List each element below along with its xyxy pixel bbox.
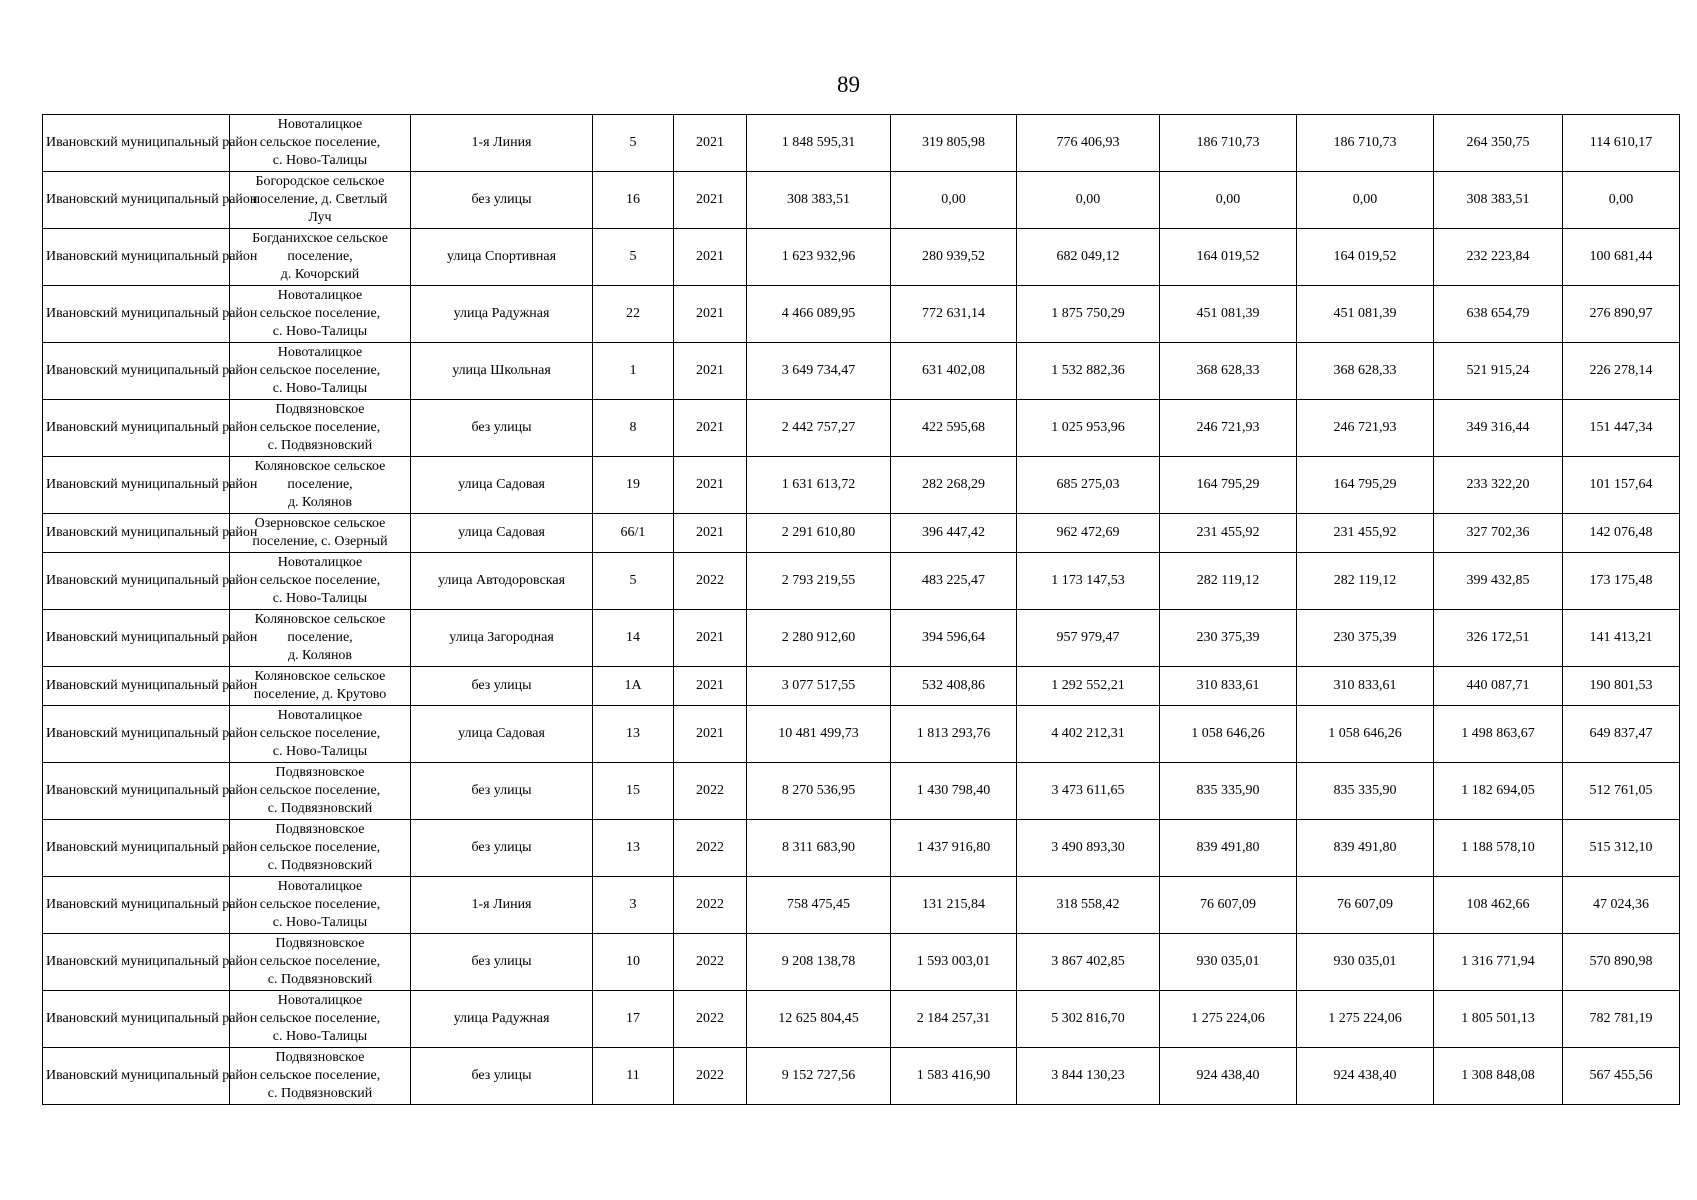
settlement-line: поселение, д. Светлый	[252, 192, 388, 207]
settlement-line: Новоталицкое	[277, 879, 363, 894]
settlement-line: Подвязновское	[275, 402, 365, 417]
year-cell: 2021	[674, 667, 747, 706]
amount-cell-7: 512 761,05	[1563, 763, 1680, 820]
amount-cell-6: 232 223,84	[1434, 229, 1563, 286]
amount-cell-4: 368 628,33	[1160, 343, 1297, 400]
amount-cell-1: 9 152 727,56	[747, 1048, 891, 1105]
amount-cell-1: 4 466 089,95	[747, 286, 891, 343]
amount-cell-2: 1 583 416,90	[891, 1048, 1017, 1105]
house-number-cell: 22	[593, 286, 674, 343]
settlement-line: Новоталицкое	[277, 993, 363, 1008]
settlement-line: д. Колянов	[287, 495, 353, 510]
page-number: 89	[837, 72, 860, 97]
year-cell: 2021	[674, 172, 747, 229]
amount-cell-2: 131 215,84	[891, 877, 1017, 934]
street-cell: улица Спортивная	[411, 229, 593, 286]
settlement-line: Богородское сельское	[255, 174, 385, 189]
street-cell: 1-я Линия	[411, 877, 593, 934]
settlement-line: сельское поселение,	[259, 573, 381, 588]
year-cell: 2021	[674, 610, 747, 667]
settlement-line: сельское поселение,	[259, 1011, 381, 1026]
amount-cell-6: 349 316,44	[1434, 400, 1563, 457]
amount-cell-6: 327 702,36	[1434, 514, 1563, 553]
amount-cell-7: 515 312,10	[1563, 820, 1680, 877]
amount-cell-5: 368 628,33	[1297, 343, 1434, 400]
amount-cell-2: 2 184 257,31	[891, 991, 1017, 1048]
district-cell: Ивановский муниципальный район	[43, 1048, 230, 1105]
district-cell: Ивановский муниципальный район	[43, 610, 230, 667]
amount-cell-7: 100 681,44	[1563, 229, 1680, 286]
amount-cell-5: 164 795,29	[1297, 457, 1434, 514]
table-row	[43, 1048, 1680, 1105]
amount-cell-5: 282 119,12	[1297, 553, 1434, 610]
amount-cell-7: 47 024,36	[1563, 877, 1680, 934]
settlement-line: сельское поселение,	[259, 420, 381, 435]
amount-cell-5: 0,00	[1297, 172, 1434, 229]
amount-cell-5: 930 035,01	[1297, 934, 1434, 991]
street-cell: улица Садовая	[411, 706, 593, 763]
amount-cell-4: 310 833,61	[1160, 667, 1297, 706]
settlement-line: Озерновское сельское	[254, 516, 386, 531]
settlement-line: с. Ново-Талицы	[272, 324, 368, 339]
settlement-line: сельское поселение,	[259, 840, 381, 855]
settlement-line: Новоталицкое	[277, 288, 363, 303]
settlement-line: с. Ново-Талицы	[272, 381, 368, 396]
year-cell: 2022	[674, 934, 747, 991]
amount-cell-2: 422 595,68	[891, 400, 1017, 457]
year-cell: 2021	[674, 286, 747, 343]
settlement-line: с. Ново-Талицы	[272, 915, 368, 930]
amount-cell-1: 3 649 734,47	[747, 343, 891, 400]
amount-cell-6: 440 087,71	[1434, 667, 1563, 706]
settlement-line: сельское поселение,	[259, 783, 381, 798]
house-number-cell: 16	[593, 172, 674, 229]
amount-cell-5: 1 058 646,26	[1297, 706, 1434, 763]
settlement-line: сельское поселение,	[259, 135, 381, 150]
house-number-cell: 19	[593, 457, 674, 514]
house-number-cell: 1А	[593, 667, 674, 706]
house-number-cell: 13	[593, 820, 674, 877]
settlement-line: с. Подвязновский	[267, 972, 373, 987]
table-row	[43, 934, 1680, 991]
amount-cell-5: 1 275 224,06	[1297, 991, 1434, 1048]
amount-cell-6: 1 498 863,67	[1434, 706, 1563, 763]
amount-cell-2: 1 813 293,76	[891, 706, 1017, 763]
settlement-line: сельское поселение,	[259, 363, 381, 378]
street-cell: без улицы	[411, 820, 593, 877]
amount-cell-6: 1 316 771,94	[1434, 934, 1563, 991]
street-cell: без улицы	[411, 400, 593, 457]
district-cell: Ивановский муниципальный район	[43, 286, 230, 343]
amount-cell-3: 3 473 611,65	[1017, 763, 1160, 820]
amount-cell-7: 190 801,53	[1563, 667, 1680, 706]
table-row	[43, 229, 1680, 286]
house-number-cell: 17	[593, 991, 674, 1048]
amount-cell-7: 0,00	[1563, 172, 1680, 229]
settlement-line: сельское поселение,	[259, 954, 381, 969]
amount-cell-6: 326 172,51	[1434, 610, 1563, 667]
amount-cell-1: 2 291 610,80	[747, 514, 891, 553]
amount-cell-3: 1 173 147,53	[1017, 553, 1160, 610]
amount-cell-4: 924 438,40	[1160, 1048, 1297, 1105]
amount-cell-6: 108 462,66	[1434, 877, 1563, 934]
amount-cell-5: 835 335,90	[1297, 763, 1434, 820]
amount-cell-3: 5 302 816,70	[1017, 991, 1160, 1048]
amount-cell-3: 1 025 953,96	[1017, 400, 1160, 457]
year-cell: 2022	[674, 820, 747, 877]
amount-cell-5: 230 375,39	[1297, 610, 1434, 667]
settlement-line: с. Подвязновский	[267, 801, 373, 816]
amount-cell-3: 1 532 882,36	[1017, 343, 1160, 400]
settlement-line: с. Ново-Талицы	[272, 744, 368, 759]
amount-cell-6: 1 182 694,05	[1434, 763, 1563, 820]
amount-cell-3: 318 558,42	[1017, 877, 1160, 934]
amount-cell-6: 638 654,79	[1434, 286, 1563, 343]
street-cell: без улицы	[411, 934, 593, 991]
amount-cell-1: 308 383,51	[747, 172, 891, 229]
house-number-cell: 66/1	[593, 514, 674, 553]
street-cell: улица Садовая	[411, 457, 593, 514]
housing-register-table	[42, 114, 1680, 1105]
amount-cell-1: 1 848 595,31	[747, 115, 891, 172]
amount-cell-5: 451 081,39	[1297, 286, 1434, 343]
amount-cell-6: 1 805 501,13	[1434, 991, 1563, 1048]
year-cell: 2021	[674, 706, 747, 763]
amount-cell-7: 173 175,48	[1563, 553, 1680, 610]
house-number-cell: 5	[593, 115, 674, 172]
district-cell: Ивановский муниципальный район	[43, 229, 230, 286]
amount-cell-7: 276 890,97	[1563, 286, 1680, 343]
amount-cell-1: 2 280 912,60	[747, 610, 891, 667]
settlement-line: поселение,	[287, 630, 353, 645]
amount-cell-6: 521 915,24	[1434, 343, 1563, 400]
amount-cell-4: 76 607,09	[1160, 877, 1297, 934]
amount-cell-7: 782 781,19	[1563, 991, 1680, 1048]
table-row	[43, 514, 1680, 553]
settlement-line: сельское поселение,	[259, 306, 381, 321]
amount-cell-5: 76 607,09	[1297, 877, 1434, 934]
amount-cell-7: 142 076,48	[1563, 514, 1680, 553]
table-row	[43, 286, 1680, 343]
house-number-cell: 5	[593, 229, 674, 286]
amount-cell-3: 682 049,12	[1017, 229, 1160, 286]
street-cell: без улицы	[411, 1048, 593, 1105]
amount-cell-4: 231 455,92	[1160, 514, 1297, 553]
house-number-cell: 14	[593, 610, 674, 667]
amount-cell-4: 186 710,73	[1160, 115, 1297, 172]
year-cell: 2022	[674, 553, 747, 610]
house-number-cell: 5	[593, 553, 674, 610]
district-cell: Ивановский муниципальный район	[43, 877, 230, 934]
amount-cell-7: 226 278,14	[1563, 343, 1680, 400]
amount-cell-5: 924 438,40	[1297, 1048, 1434, 1105]
district-cell: Ивановский муниципальный район	[43, 400, 230, 457]
settlement-line: поселение,	[287, 477, 353, 492]
amount-cell-3: 962 472,69	[1017, 514, 1160, 553]
amount-cell-2: 0,00	[891, 172, 1017, 229]
table-row	[43, 706, 1680, 763]
settlement-line: д. Колянов	[287, 648, 353, 663]
amount-cell-4: 835 335,90	[1160, 763, 1297, 820]
district-cell: Ивановский муниципальный район	[43, 934, 230, 991]
amount-cell-5: 839 491,80	[1297, 820, 1434, 877]
amount-cell-3: 4 402 212,31	[1017, 706, 1160, 763]
table-row	[43, 820, 1680, 877]
amount-cell-5: 164 019,52	[1297, 229, 1434, 286]
year-cell: 2022	[674, 991, 747, 1048]
district-cell: Ивановский муниципальный район	[43, 763, 230, 820]
year-cell: 2021	[674, 457, 747, 514]
amount-cell-1: 758 475,45	[747, 877, 891, 934]
amount-cell-2: 532 408,86	[891, 667, 1017, 706]
amount-cell-2: 483 225,47	[891, 553, 1017, 610]
table-row	[43, 610, 1680, 667]
street-cell: улица Радужная	[411, 286, 593, 343]
amount-cell-4: 246 721,93	[1160, 400, 1297, 457]
amount-cell-6: 399 432,85	[1434, 553, 1563, 610]
settlement-line: с. Ново-Талицы	[272, 591, 368, 606]
table-row	[43, 115, 1680, 172]
house-number-cell: 11	[593, 1048, 674, 1105]
settlement-line: Коляновское сельское	[254, 612, 386, 627]
amount-cell-3: 1 292 552,21	[1017, 667, 1160, 706]
amount-cell-1: 3 077 517,55	[747, 667, 891, 706]
amount-cell-3: 3 844 130,23	[1017, 1048, 1160, 1105]
year-cell: 2022	[674, 1048, 747, 1105]
house-number-cell: 8	[593, 400, 674, 457]
amount-cell-6: 233 322,20	[1434, 457, 1563, 514]
amount-cell-5: 310 833,61	[1297, 667, 1434, 706]
amount-cell-4: 930 035,01	[1160, 934, 1297, 991]
table-row	[43, 457, 1680, 514]
street-cell: без улицы	[411, 667, 593, 706]
amount-cell-6: 264 350,75	[1434, 115, 1563, 172]
table-row	[43, 877, 1680, 934]
amount-cell-2: 282 268,29	[891, 457, 1017, 514]
settlement-line: Подвязновское	[275, 936, 365, 951]
district-cell: Ивановский муниципальный район	[43, 514, 230, 553]
table-row	[43, 763, 1680, 820]
district-cell: Ивановский муниципальный район	[43, 667, 230, 706]
amount-cell-3: 3 867 402,85	[1017, 934, 1160, 991]
amount-cell-4: 164 795,29	[1160, 457, 1297, 514]
settlement-line: Подвязновское	[275, 765, 365, 780]
settlement-line: Подвязновское	[275, 822, 365, 837]
district-cell: Ивановский муниципальный район	[43, 991, 230, 1048]
amount-cell-6: 1 308 848,08	[1434, 1048, 1563, 1105]
table-body	[43, 115, 1680, 1105]
settlement-cell	[230, 667, 411, 706]
settlement-line: с. Подвязновский	[267, 858, 373, 873]
amount-cell-1: 12 625 804,45	[747, 991, 891, 1048]
district-cell: Ивановский муниципальный район	[43, 172, 230, 229]
settlement-line: Богданихское сельское	[252, 231, 388, 246]
settlement-line: с. Подвязновский	[267, 1086, 373, 1101]
settlement-line: Новоталицкое	[277, 708, 363, 723]
amount-cell-2: 396 447,42	[891, 514, 1017, 553]
amount-cell-7: 570 890,98	[1563, 934, 1680, 991]
settlement-line: поселение,	[287, 249, 353, 264]
amount-cell-3: 1 875 750,29	[1017, 286, 1160, 343]
settlement-line: сельское поселение,	[259, 897, 381, 912]
district-cell: Ивановский муниципальный район	[43, 457, 230, 514]
house-number-cell: 10	[593, 934, 674, 991]
amount-cell-7: 567 455,56	[1563, 1048, 1680, 1105]
district-cell: Ивановский муниципальный район	[43, 343, 230, 400]
table-row	[43, 991, 1680, 1048]
table-row	[43, 343, 1680, 400]
settlement-line: сельское поселение,	[259, 1068, 381, 1083]
amount-cell-3: 776 406,93	[1017, 115, 1160, 172]
house-number-cell: 15	[593, 763, 674, 820]
year-cell: 2022	[674, 877, 747, 934]
amount-cell-4: 0,00	[1160, 172, 1297, 229]
year-cell: 2021	[674, 514, 747, 553]
street-cell: 1-я Линия	[411, 115, 593, 172]
house-number-cell: 13	[593, 706, 674, 763]
settlement-line: сельское поселение,	[259, 726, 381, 741]
settlement-line: Коляновское сельское	[254, 669, 386, 684]
settlement-line: Новоталицкое	[277, 345, 363, 360]
year-cell: 2021	[674, 115, 747, 172]
amount-cell-2: 394 596,64	[891, 610, 1017, 667]
street-cell: улица Школьная	[411, 343, 593, 400]
street-cell: без улицы	[411, 172, 593, 229]
amount-cell-1: 1 631 613,72	[747, 457, 891, 514]
amount-cell-1: 1 623 932,96	[747, 229, 891, 286]
district-cell: Ивановский муниципальный район	[43, 115, 230, 172]
amount-cell-1: 9 208 138,78	[747, 934, 891, 991]
amount-cell-4: 839 491,80	[1160, 820, 1297, 877]
amount-cell-2: 772 631,14	[891, 286, 1017, 343]
settlement-line: Новоталицкое	[277, 117, 363, 132]
amount-cell-7: 151 447,34	[1563, 400, 1680, 457]
settlement-line: Коляновское сельское	[254, 459, 386, 474]
amount-cell-4: 451 081,39	[1160, 286, 1297, 343]
settlement-line: с. Ново-Талицы	[272, 153, 368, 168]
amount-cell-7: 114 610,17	[1563, 115, 1680, 172]
table-row	[43, 553, 1680, 610]
street-cell: улица Автодоровская	[411, 553, 593, 610]
settlement-line: поселение, с. Озерный	[252, 534, 388, 549]
settlement-cell	[230, 514, 411, 553]
settlement-line: с. Ново-Талицы	[272, 1029, 368, 1044]
table-row	[43, 400, 1680, 457]
amount-cell-1: 8 311 683,90	[747, 820, 891, 877]
settlement-cell	[230, 172, 411, 229]
amount-cell-2: 319 805,98	[891, 115, 1017, 172]
amount-cell-6: 1 188 578,10	[1434, 820, 1563, 877]
district-cell: Ивановский муниципальный район	[43, 553, 230, 610]
amount-cell-3: 685 275,03	[1017, 457, 1160, 514]
street-cell: улица Садовая	[411, 514, 593, 553]
table-row	[43, 172, 1680, 229]
amount-cell-3: 957 979,47	[1017, 610, 1160, 667]
amount-cell-4: 1 058 646,26	[1160, 706, 1297, 763]
amount-cell-5: 246 721,93	[1297, 400, 1434, 457]
amount-cell-4: 164 019,52	[1160, 229, 1297, 286]
settlement-line: Подвязновское	[275, 1050, 365, 1065]
street-cell: улица Загородная	[411, 610, 593, 667]
table-row	[43, 667, 1680, 706]
settlement-line: Новоталицкое	[277, 555, 363, 570]
year-cell: 2021	[674, 400, 747, 457]
amount-cell-1: 8 270 536,95	[747, 763, 891, 820]
amount-cell-2: 1 593 003,01	[891, 934, 1017, 991]
district-cell: Ивановский муниципальный район	[43, 706, 230, 763]
amount-cell-4: 230 375,39	[1160, 610, 1297, 667]
settlement-line: Луч	[308, 210, 332, 225]
year-cell: 2022	[674, 763, 747, 820]
house-number-cell: 3	[593, 877, 674, 934]
amount-cell-2: 631 402,08	[891, 343, 1017, 400]
amount-cell-1: 2 442 757,27	[747, 400, 891, 457]
settlement-line: поселение, д. Крутово	[253, 687, 387, 702]
amount-cell-2: 280 939,52	[891, 229, 1017, 286]
settlement-line: с. Подвязновский	[267, 438, 373, 453]
house-number-cell: 1	[593, 343, 674, 400]
street-cell: улица Радужная	[411, 991, 593, 1048]
amount-cell-2: 1 430 798,40	[891, 763, 1017, 820]
street-cell: без улицы	[411, 763, 593, 820]
amount-cell-3: 3 490 893,30	[1017, 820, 1160, 877]
district-cell: Ивановский муниципальный район	[43, 820, 230, 877]
amount-cell-4: 282 119,12	[1160, 553, 1297, 610]
amount-cell-1: 10 481 499,73	[747, 706, 891, 763]
year-cell: 2021	[674, 229, 747, 286]
amount-cell-7: 649 837,47	[1563, 706, 1680, 763]
year-cell: 2021	[674, 343, 747, 400]
amount-cell-1: 2 793 219,55	[747, 553, 891, 610]
amount-cell-6: 308 383,51	[1434, 172, 1563, 229]
amount-cell-5: 231 455,92	[1297, 514, 1434, 553]
amount-cell-3: 0,00	[1017, 172, 1160, 229]
amount-cell-2: 1 437 916,80	[891, 820, 1017, 877]
amount-cell-4: 1 275 224,06	[1160, 991, 1297, 1048]
settlement-line: д. Кочорский	[280, 267, 360, 282]
amount-cell-7: 141 413,21	[1563, 610, 1680, 667]
amount-cell-7: 101 157,64	[1563, 457, 1680, 514]
amount-cell-5: 186 710,73	[1297, 115, 1434, 172]
